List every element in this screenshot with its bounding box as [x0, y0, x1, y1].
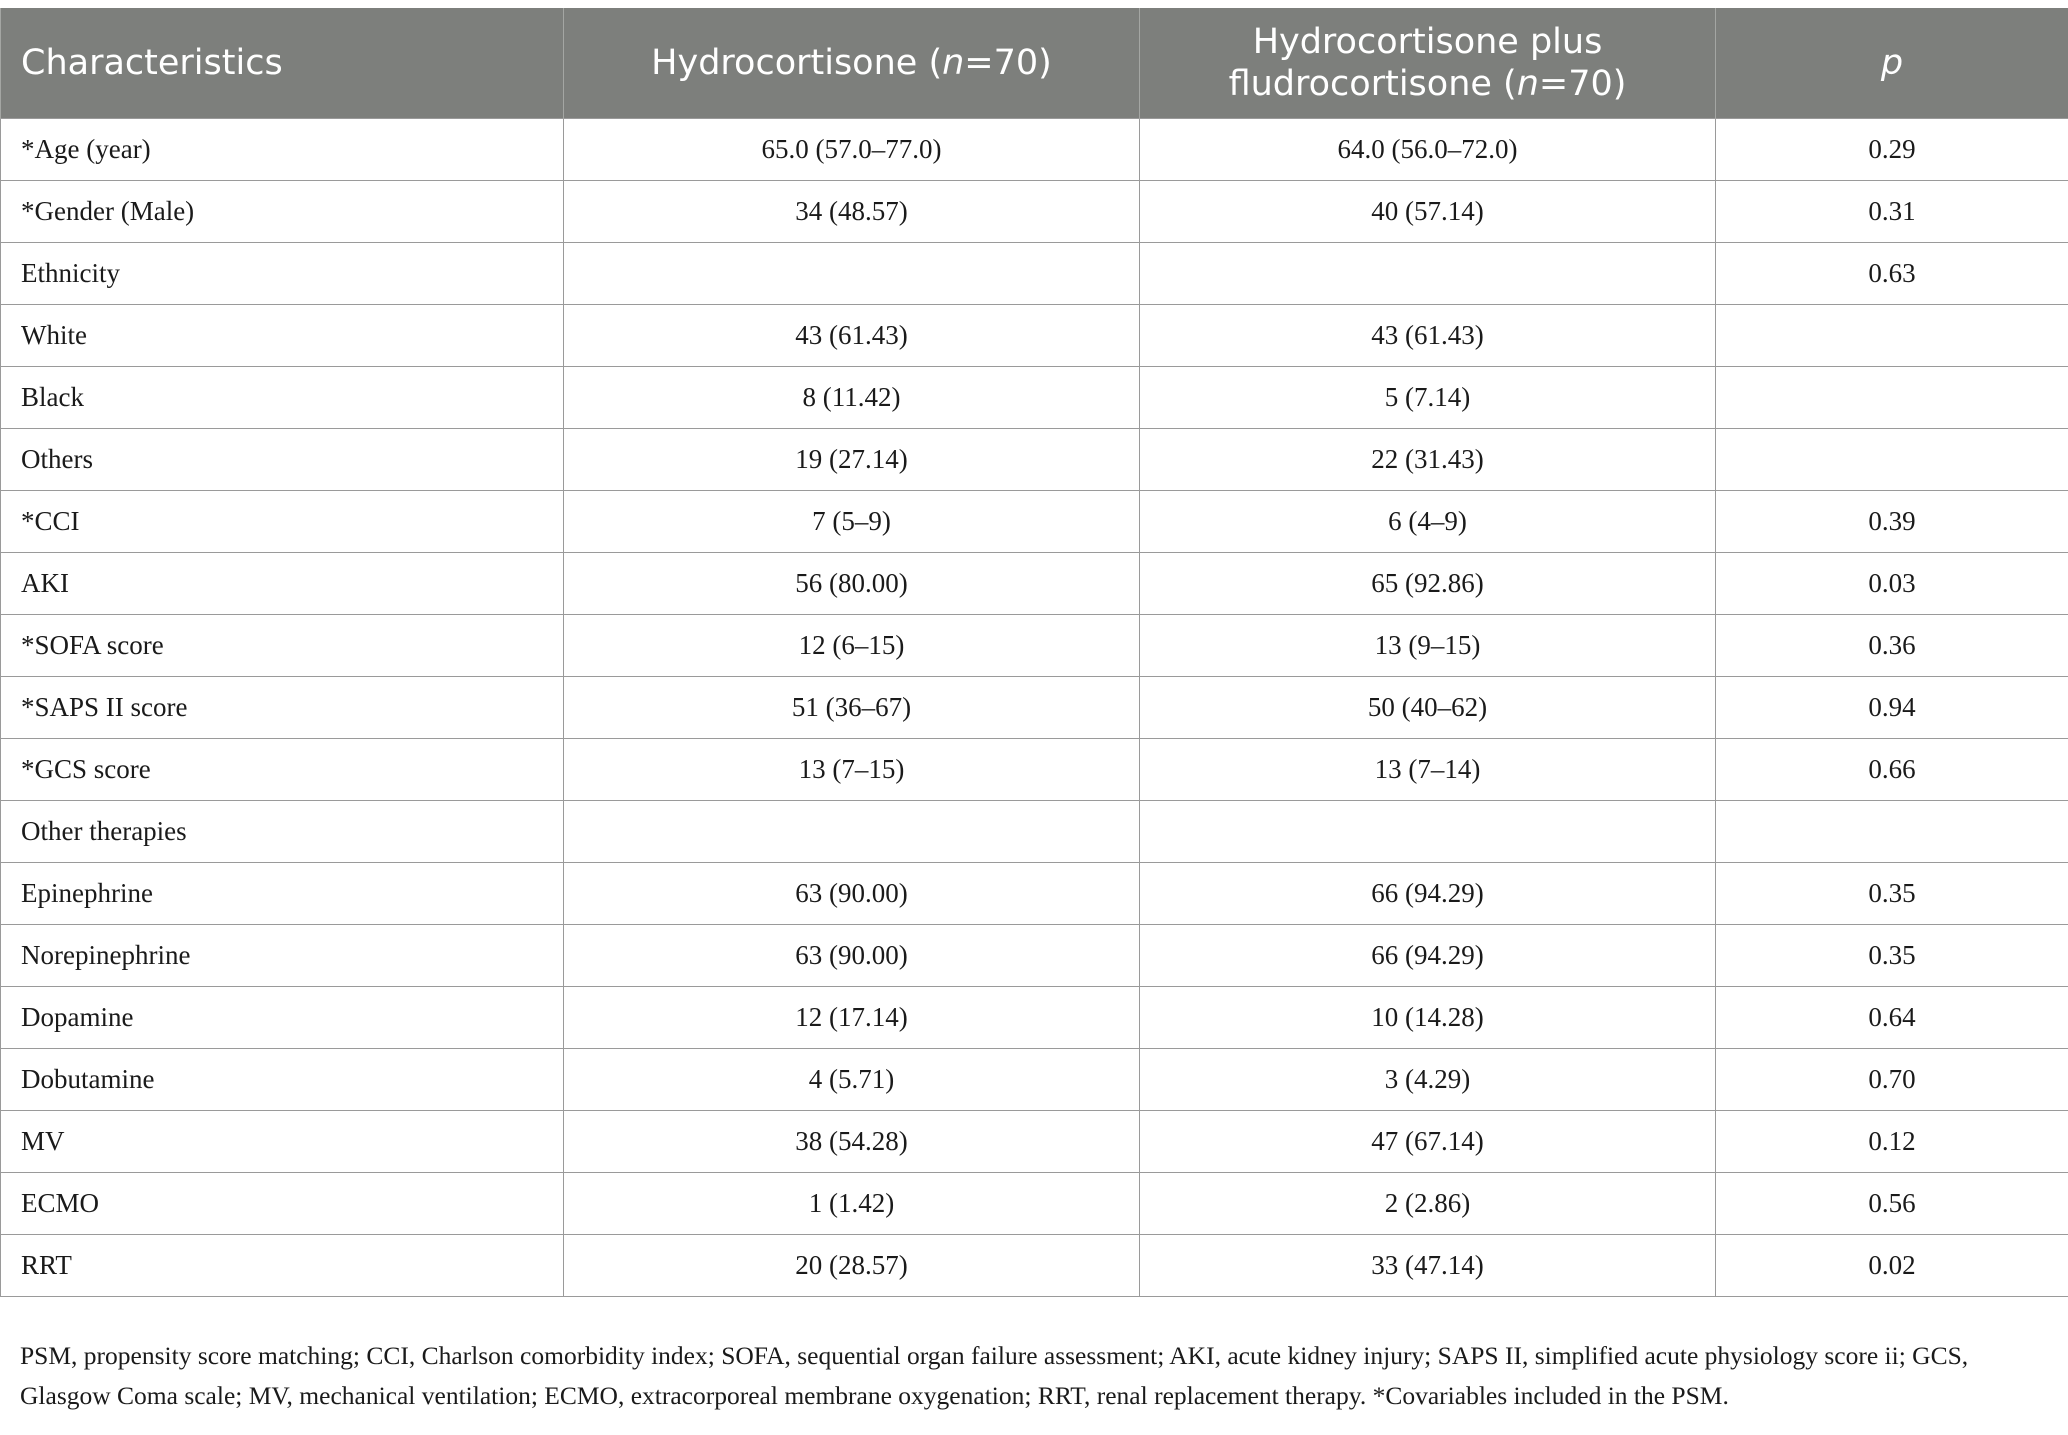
hydrocortisone-value: [564, 801, 1140, 863]
p-value: 0.36: [1716, 615, 2068, 677]
p-value: 0.03: [1716, 553, 2068, 615]
header-hydrocortisone: [564, 8, 1140, 119]
combination-value: 47 (67.14): [1140, 1111, 1716, 1173]
row-label: Other therapies: [1, 801, 564, 863]
p-value: [1716, 429, 2068, 491]
table-row: [1, 1235, 2068, 1297]
p-value: 0.39: [1716, 491, 2068, 553]
p-value: 0.63: [1716, 243, 2068, 305]
p-value: 0.64: [1716, 987, 2068, 1049]
row-label: *Gender (Male): [1, 181, 564, 243]
header-hydrocortisone-plus-fludrocortisone: [1140, 8, 1716, 119]
hydrocortisone-value: 19 (27.14): [564, 429, 1140, 491]
combination-value: 22 (31.43): [1140, 429, 1716, 491]
p-value: 0.66: [1716, 739, 2068, 801]
p-value: 0.12: [1716, 1111, 2068, 1173]
p-value: 0.35: [1716, 863, 2068, 925]
combination-value: 65 (92.86): [1140, 553, 1716, 615]
table-row: [1, 491, 2068, 553]
table-row: [1, 677, 2068, 739]
p-value: 0.56: [1716, 1173, 2068, 1235]
row-label: Ethnicity: [1, 243, 564, 305]
combination-value: 3 (4.29): [1140, 1049, 1716, 1111]
p-value: 0.02: [1716, 1235, 2068, 1297]
row-label: AKI: [1, 553, 564, 615]
combination-value: 13 (7–14): [1140, 739, 1716, 801]
table-row: [1, 801, 2068, 863]
combination-value: 2 (2.86): [1140, 1173, 1716, 1235]
combination-value: 5 (7.14): [1140, 367, 1716, 429]
table-row: [1, 119, 2068, 181]
table-row: [1, 305, 2068, 367]
hydrocortisone-value: 1 (1.42): [564, 1173, 1140, 1235]
hydrocortisone-value: 7 (5–9): [564, 491, 1140, 553]
header-combo-line1: Hydrocortisone plus: [1252, 22, 1603, 62]
row-label: Epinephrine: [1, 863, 564, 925]
characteristics-table: [0, 8, 2068, 1297]
combination-value: [1140, 801, 1716, 863]
p-value: 0.31: [1716, 181, 2068, 243]
p-value: [1716, 367, 2068, 429]
combination-value: 13 (9–15): [1140, 615, 1716, 677]
row-label: *SAPS II score: [1, 677, 564, 739]
header-p-label: p: [1880, 43, 1904, 83]
table-header-row: [1, 8, 2068, 119]
row-label: ECMO: [1, 1173, 564, 1235]
combination-value: 66 (94.29): [1140, 925, 1716, 987]
header-combo-n: n: [1516, 64, 1539, 104]
combination-value: 40 (57.14): [1140, 181, 1716, 243]
row-label: Norepinephrine: [1, 925, 564, 987]
table-row: [1, 615, 2068, 677]
table-row: [1, 987, 2068, 1049]
row-label: MV: [1, 1111, 564, 1173]
row-label: Dopamine: [1, 987, 564, 1049]
row-label: Dobutamine: [1, 1049, 564, 1111]
table-footnote: PSM, propensity score matching; CCI, Charlson comorbidity index; SOFA, sequential organ failure assessment; AKI, acute kidney injury; SAPS II, simplified acute physiology score ii; GCS, Glasgow Coma scale; MV, mechanical ventilation; ECMO, extracorporeal membrane oxygenation; RRT, renal replacement therapy. *Covariables included in the PSM.: [20, 1341, 1969, 1410]
row-label: *SOFA score: [1, 615, 564, 677]
header-hydrocortisone-post: =70): [964, 43, 1052, 83]
table-row: [1, 243, 2068, 305]
row-label: *GCS score: [1, 739, 564, 801]
combination-value: 64.0 (56.0–72.0): [1140, 119, 1716, 181]
header-hydrocortisone-pre: Hydrocortisone (: [651, 43, 943, 83]
characteristics-table-container: [0, 8, 2068, 1297]
row-label: Others: [1, 429, 564, 491]
hydrocortisone-value: 13 (7–15): [564, 739, 1140, 801]
hydrocortisone-value: 63 (90.00): [564, 925, 1140, 987]
p-value: 0.29: [1716, 119, 2068, 181]
table-row: [1, 863, 2068, 925]
combination-value: 6 (4–9): [1140, 491, 1716, 553]
table-row: [1, 1173, 2068, 1235]
hydrocortisone-value: 38 (54.28): [564, 1111, 1140, 1173]
header-p-value: [1716, 8, 2068, 119]
combination-value: [1140, 243, 1716, 305]
row-label: *CCI: [1, 491, 564, 553]
hydrocortisone-value: 4 (5.71): [564, 1049, 1140, 1111]
table-row: [1, 181, 2068, 243]
hydrocortisone-value: 12 (17.14): [564, 987, 1140, 1049]
hydrocortisone-value: 8 (11.42): [564, 367, 1140, 429]
combination-value: 66 (94.29): [1140, 863, 1716, 925]
row-label: White: [1, 305, 564, 367]
p-value: [1716, 801, 2068, 863]
hydrocortisone-value: 56 (80.00): [564, 553, 1140, 615]
p-value: [1716, 305, 2068, 367]
hydrocortisone-value: 12 (6–15): [564, 615, 1140, 677]
row-label: RRT: [1, 1235, 564, 1297]
hydrocortisone-value: 20 (28.57): [564, 1235, 1140, 1297]
header-hydrocortisone-n: n: [942, 43, 965, 83]
hydrocortisone-value: 34 (48.57): [564, 181, 1140, 243]
hydrocortisone-value: 63 (90.00): [564, 863, 1140, 925]
hydrocortisone-value: 43 (61.43): [564, 305, 1140, 367]
p-value: 0.94: [1716, 677, 2068, 739]
header-combo-pre: fludrocortisone (: [1228, 64, 1517, 104]
table-row: [1, 429, 2068, 491]
combination-value: 43 (61.43): [1140, 305, 1716, 367]
combination-value: 10 (14.28): [1140, 987, 1716, 1049]
table-row: [1, 1111, 2068, 1173]
header-characteristics: Characteristics: [1, 8, 564, 119]
combination-value: 50 (40–62): [1140, 677, 1716, 739]
table-row: [1, 925, 2068, 987]
table-row: [1, 739, 2068, 801]
row-label: Black: [1, 367, 564, 429]
hydrocortisone-value: 51 (36–67): [564, 677, 1140, 739]
combination-value: 33 (47.14): [1140, 1235, 1716, 1297]
hydrocortisone-value: 65.0 (57.0–77.0): [564, 119, 1140, 181]
row-label: *Age (year): [1, 119, 564, 181]
table-row: [1, 553, 2068, 615]
table-row: [1, 367, 2068, 429]
p-value: 0.70: [1716, 1049, 2068, 1111]
header-combo-post: =70): [1538, 64, 1627, 104]
p-value: 0.35: [1716, 925, 2068, 987]
hydrocortisone-value: [564, 243, 1140, 305]
table-row: [1, 1049, 2068, 1111]
